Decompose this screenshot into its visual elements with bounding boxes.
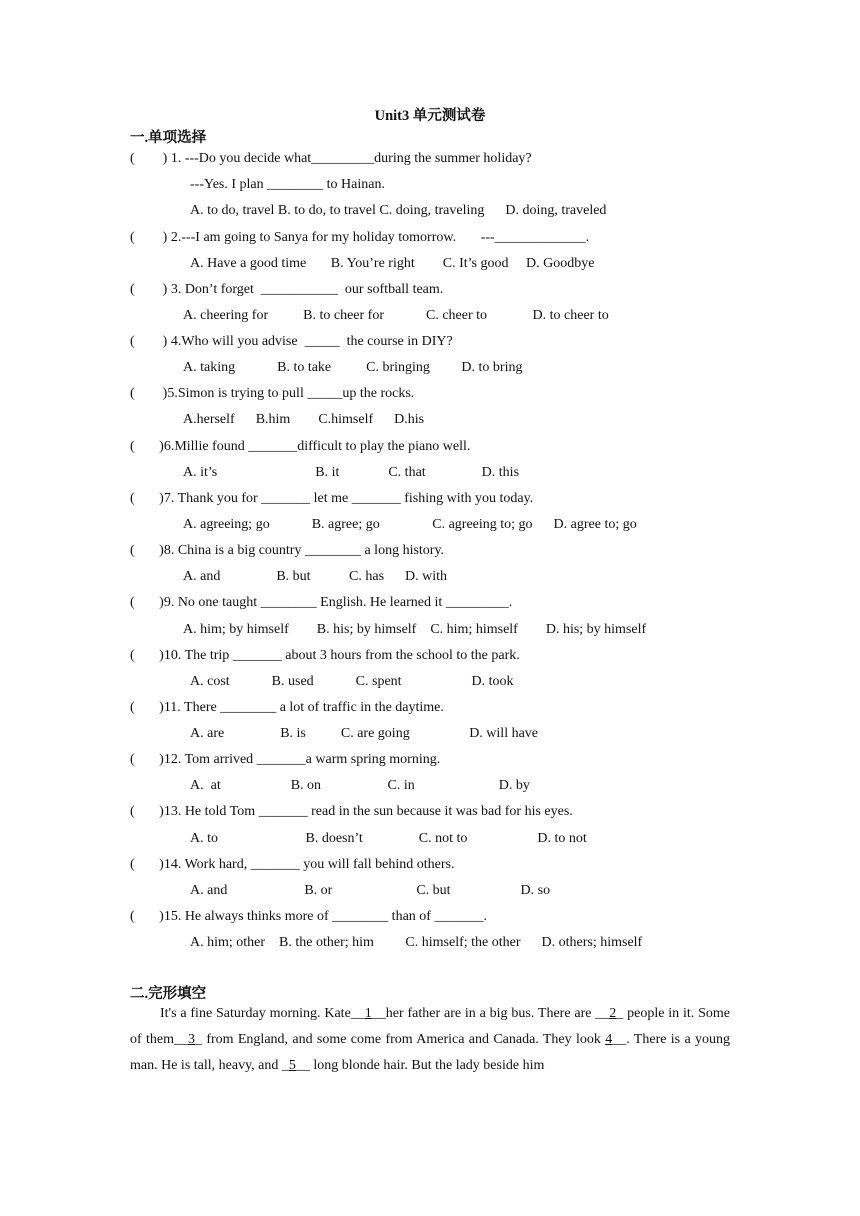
cloze-blank: 1	[364, 1006, 372, 1021]
cloze-text: _ from England, and some come from America and Canada. They look	[195, 1032, 606, 1047]
cloze-text: It's a fine Saturday morning. Kate__	[160, 1006, 365, 1021]
question-options: A. Have a good time B. You’re right C. It’s good D. Goodbye	[190, 256, 595, 271]
cloze-text: __her father are in a big bus. There are __	[371, 1006, 610, 1021]
section-heading-1: 一.单项选择	[130, 130, 207, 146]
question-stem: ( )10. The trip _______ about 3 hours from the school to the park.	[130, 648, 520, 663]
cloze-text: __. There is a young man. He is tall, heavy, and _	[130, 1032, 731, 1073]
question-options: A. to B. doesn’t C. not to D. to not	[190, 831, 587, 846]
question-options: A. taking B. to take C. bringing D. to bring	[183, 360, 523, 375]
question-stem: ( ) 3. Don’t forget ___________ our softball team.	[130, 282, 444, 297]
cloze-blank: 4	[605, 1032, 613, 1047]
question-stem: ( )12. Tom arrived _______a warm spring morning.	[130, 752, 441, 767]
question-stem: ( )9. No one taught ________ English. He learned it _________.	[130, 595, 513, 610]
question-options: A. and B. or C. but D. so	[190, 883, 551, 898]
question-stem: ( )13. He told Tom _______ read in the sun because it was bad for his eyes.	[130, 804, 573, 819]
question-stem: ( ) 2.---I am going to Sanya for my holiday tomorrow. ---_____________.	[130, 230, 590, 245]
question-stem: ( )11. There ________ a lot of traffic in the daytime.	[130, 700, 444, 715]
question-options: A. him; by himself B. his; by himself C. him; himself D. his; by himself	[183, 622, 647, 637]
question-stem-2: ---Yes. I plan ________ to Hainan.	[190, 177, 385, 192]
question-stem: ( )5.Simon is trying to pull _____up the rocks.	[130, 386, 415, 401]
cloze-blank: 3	[188, 1032, 195, 1047]
question-stem: ( )7. Thank you for _______ let me _______ fishing with you today.	[130, 491, 534, 506]
question-stem: ( )15. He always thinks more of ________ than of _______.	[130, 909, 487, 924]
question-stem: ( ) 4.Who will you advise _____ the course in DIY?	[130, 334, 453, 349]
question-options: A. cheering for B. to cheer for C. cheer to D. to cheer to	[183, 308, 609, 323]
cloze-passage	[130, 1001, 730, 1079]
cloze-blank: 2	[609, 1006, 617, 1021]
question-options: A. agreeing; go B. agree; go C. agreeing to; go D. agree to; go	[183, 517, 637, 532]
question-options: A. are B. is C. are going D. will have	[190, 726, 539, 741]
cloze-blank: 5	[288, 1058, 296, 1073]
question-options: A. it’s B. it C. that D. this	[183, 465, 520, 480]
section-heading-2: 二.完形填空	[130, 986, 207, 1002]
question-options: A. him; other B. the other; him C. himself; the other D. others; himself	[190, 935, 643, 950]
question-stem: ( )14. Work hard, _______ you will fall behind others.	[130, 857, 455, 872]
question-stem: ( ) 1. ---Do you decide what_________during the summer holiday?	[130, 151, 532, 166]
question-options: A. at B. on C. in D. by	[190, 778, 530, 793]
question-options: A. and B. but C. has D. with	[183, 569, 448, 584]
cloze-text: _ people in it. Some of them__	[130, 1006, 730, 1047]
page-title: Unit3 单元测试卷	[374, 108, 486, 124]
question-options: A. cost B. used C. spent D. took	[190, 674, 514, 689]
question-stem: ( )6.Millie found _______difficult to play the piano well.	[130, 439, 471, 454]
cloze-text: __ long blonde hair. But the lady beside him	[295, 1058, 545, 1073]
question-stem: ( )8. China is a big country ________ a long history.	[130, 543, 445, 558]
question-options: A. to do, travel B. to do, to travel C. doing, traveling D. doing, traveled	[190, 203, 607, 218]
question-options: A.herself B.him C.himself D.his	[183, 412, 425, 427]
